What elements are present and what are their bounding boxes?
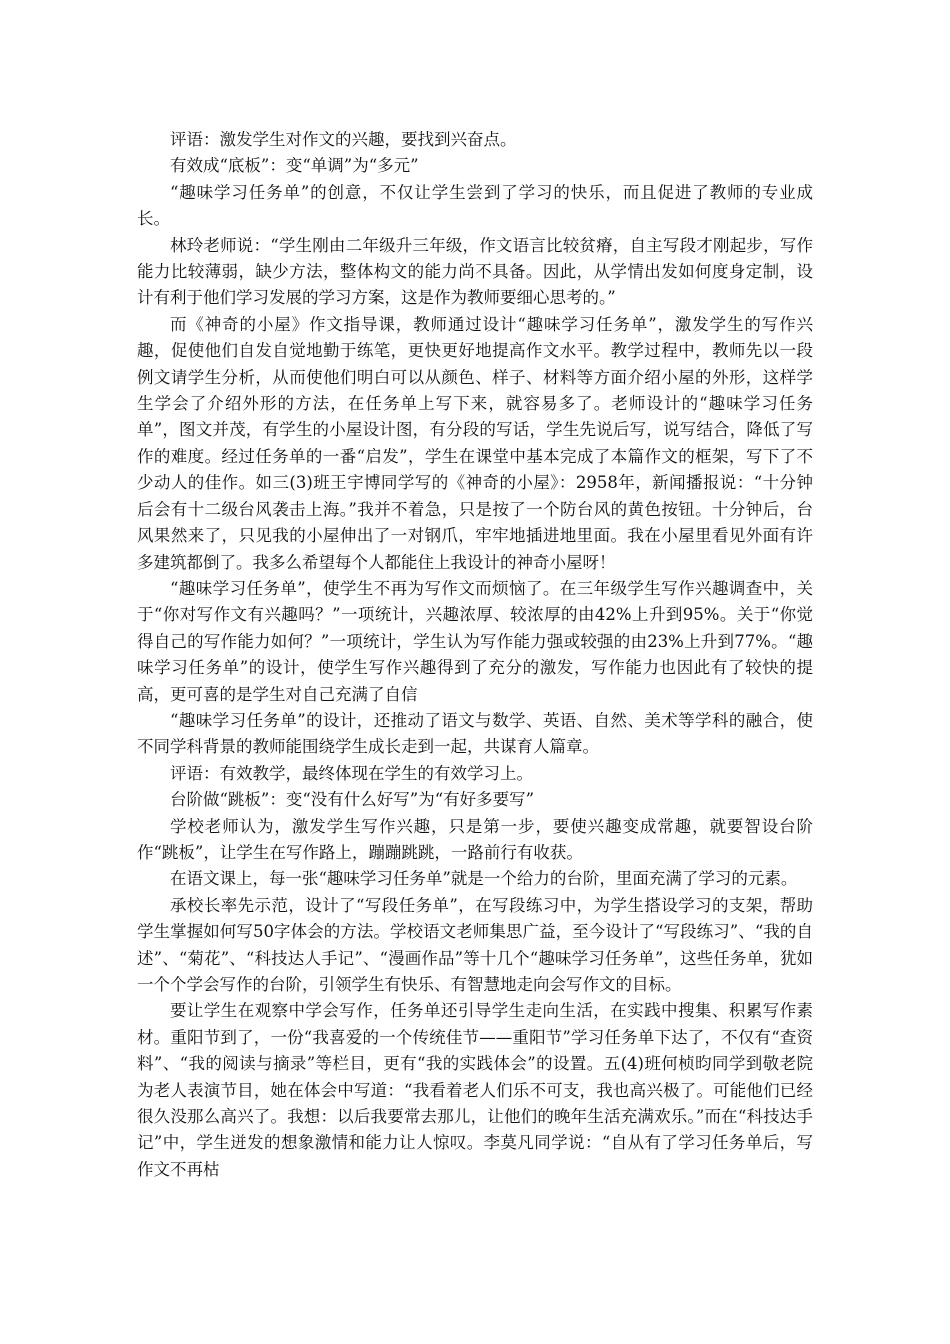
body-paragraph: 学校老师认为，激发学生写作兴趣，只是第一步，要使兴趣变成常趣，就要智设台阶作“跳板”，让学生在写作路上，蹦蹦跳跳，一路前行有收获。 — [137, 816, 813, 862]
body-paragraph: 林玲老师说：“学生刚由二年级升三年级，作文语言比较贫瘠，自主写段才刚起步，写作能力比较薄弱，缺少方法，整体构文的能力尚不具备。因此，从学情出发如何度身定制，设计有利于他们学习发展的学习方案，这是作为教师要细心思考的。” — [137, 235, 813, 308]
body-paragraph: 在语文课上，每一张“趣味学习任务单”就是一个给力的台阶，里面充满了学习的元素。 — [170, 869, 798, 889]
comment-paragraph-1: 评语：激发学生对作文的兴趣，要找到兴奋点。 — [170, 130, 517, 149]
section-heading-base-board: 有效成“底板”：变“单调”为“多元” — [170, 156, 419, 176]
document-page — [137, 127, 813, 1183]
section-heading-springboard: 台阶做“跳板”：变“没有什么好写”为“有好多要写” — [170, 790, 535, 810]
body-paragraph: 要让学生在观察中学会写作，任务单还引导学生走向生活，在实践中搜集、积累写作素材。重阳节到了，一份“我喜爱的一个传统佳节——重阳节”学习任务单下达了，不仅有“查资料”、“我的阅读与摘录”等栏目，更有“我的实践体会”的设置。五(4)班何桢昀同学到敬老院为老人表演节目，她在体会中写道：“我看着老人们乐不可支，我也高兴极了。可能他们已经很久没那么高兴了。我想：以后我要常去那儿，让他们的晚年生活充满欢乐。”而在“科技达手记”中，学生迸发的想象激情和能力让人惊叹。李莫凡同学说：“自从有了学习任务单后，写作文不再枯 — [137, 1001, 813, 1179]
body-paragraph: 承校长率先示范，设计了“写段任务单”，在写段练习中，为学生搭设学习的支架，帮助学生掌握如何写50字体会的方法。学校语文老师集思广益，至今设计了“写段练习”、“我的自述”、“菊花”、“科技达人手记”、“漫画作品”等十几个“趣味学习任务单”，这些任务单，犹如一个个学会写作的台阶，引领学生有快乐、有智慧地走向会写作文的目标。 — [137, 895, 813, 994]
body-paragraph: “趣味学习任务单”的创意，不仅让学生尝到了学习的快乐，而且促进了教师的专业成长。 — [137, 182, 813, 229]
body-paragraph: 而《神奇的小屋》作文指导课，教师通过设计“趣味学习任务单”，激发学生的写作兴趣，促使他们自发自觉地勤于练笔，更快更好地提高作文水平。教学过程中，教师先以一段例文请学生分析，从而使他们明白可以从颜色、样子、材料等方面介绍小屋的外形，这样学生学会了介绍外形的方法，在任务单上写下来，就容易多了。老师设计的“趣味学习任务单”，图文并茂，有学生的小屋设计图，有分段的写话，学生先说后写，说写结合，降低了写作的难度。经过任务单的一番“启发”，学生在课堂中基本完成了本篇作文的框架，写下了不少动人的佳作。如三(3)班王宇博同学写的《神奇的小屋》：2958年，新闻播报说：“十分钟后会有十二级台风袭击上海。”我并不着急，只是按了一个防台风的黄色按钮。十分钟后，台风果然来了，只见我的小屋伸出了一对钢爪，牢牢地插进地里面。我在小屋里看见外面有许多建筑都倒了。我多么希望每个人都能住上我设计的神奇小屋呀！ — [137, 314, 813, 572]
comment-paragraph-2: 评语：有效教学，最终体现在学生的有效学习上。 — [170, 763, 533, 783]
body-paragraph: “趣味学习任务单”的设计，还推动了语文与数学、英语、自然、美术等学科的融合，使不同学科背景的教师能围绕学生成长走到一起，共谋育人篇章。 — [137, 710, 813, 757]
body-paragraph: “趣味学习任务单”，使学生不再为写作文而烦恼了。在三年级学生写作兴趣调查中，关于“你对写作文有兴趣吗？”一项统计，兴趣浓厚、较浓厚的由42%上升到95%。关于“你觉得自己的写作能力如何？”一项统计，学生认为写作能力强或较强的由23%上升到77%。“趣味学习任务单”的设计，使学生写作兴趣得到了充分的激发，写作能力也因此有了较快的提高，更可喜的是学生对自己充满了自信 — [137, 578, 813, 704]
